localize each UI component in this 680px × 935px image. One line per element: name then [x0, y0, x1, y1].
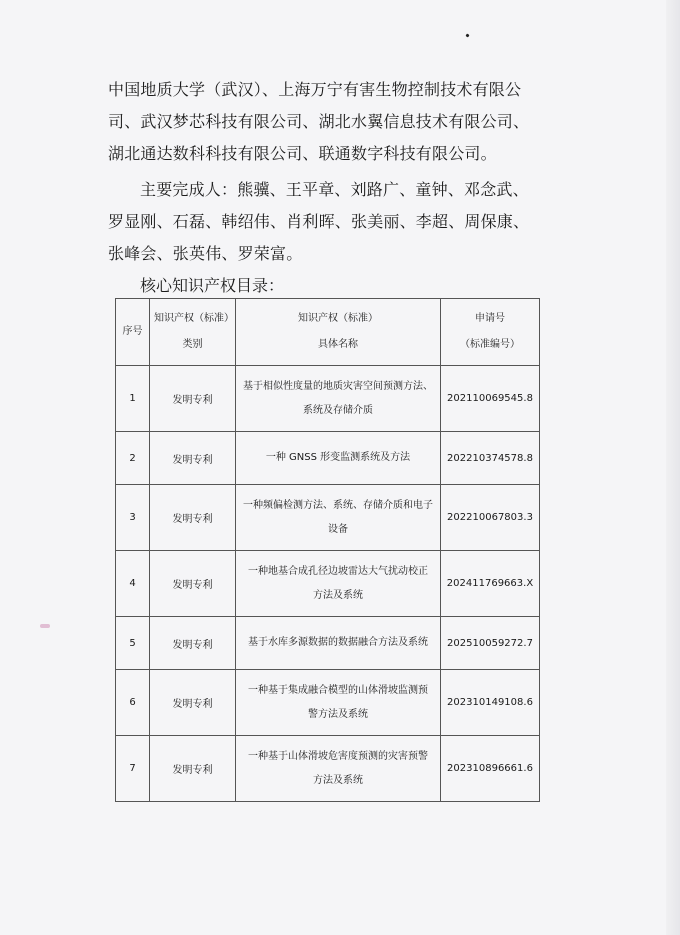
row-type-cell-text: 发明专利: [172, 454, 213, 466]
row-app-cell: [441, 670, 540, 736]
row-app-cell: [441, 485, 540, 551]
row-name-cell: [236, 617, 441, 670]
table-row: [116, 551, 540, 617]
row-name-cell: [236, 551, 441, 617]
row-name-cell-text: 一种地基合成孔径边坡雷达大气扰动校正: [248, 565, 428, 577]
row-no-cell: [116, 551, 150, 617]
row-name-cell-text: 设备: [328, 523, 348, 535]
row-name-cell-text: 一种基于山体滑坡危害度预测的灾害预警: [248, 750, 428, 762]
header-no: [116, 299, 150, 366]
row-type-cell-text: 发明专利: [172, 765, 213, 776]
header-type-line1: 知识产权（标准）: [154, 313, 234, 324]
row-type-cell-text: 发明专利: [172, 580, 213, 591]
row-name-cell-text: 警方法及系统: [308, 708, 368, 720]
row-app-cell: [441, 736, 540, 802]
row-type-cell-text: 发明专利: [172, 699, 213, 710]
ip-catalog-table: [115, 298, 540, 802]
row-name-cell-text: 系统及存储介质: [303, 404, 373, 416]
row-type-cell-text: 发明专利: [172, 514, 213, 525]
header-app: [441, 299, 540, 366]
header-app-line2: （标准编号）: [460, 339, 520, 350]
contributor-line: 张峰会、张英伟、罗荣富。: [108, 244, 303, 263]
row-app-cell-text: 202210374578.8: [447, 452, 533, 464]
row-name-cell-text: 方法及系统: [313, 589, 363, 601]
row-app-cell-text: 202110069545.8: [447, 393, 533, 404]
row-app-cell: [441, 366, 540, 432]
header-name-line1: 知识产权（标准）: [298, 313, 378, 324]
org-line: 司、武汉梦芯科技有限公司、湖北水翼信息技术有限公司、: [108, 112, 530, 131]
ink-stain: [40, 624, 50, 628]
row-type-cell: [150, 485, 236, 551]
row-no-cell-text: 1: [129, 393, 136, 404]
row-name-cell: [236, 670, 441, 736]
row-app-cell-text: 202510059272.7: [447, 637, 533, 649]
table-row: [116, 432, 540, 485]
row-name-cell-text: 方法及系统: [313, 774, 363, 786]
org-line: 湖北通达数科科技有限公司、联通数字科技有限公司。: [108, 144, 497, 163]
row-no-cell: [116, 485, 150, 551]
ip-catalog-heading: 核心知识产权目录：: [140, 276, 285, 295]
organizations-paragraph: [108, 74, 558, 170]
contributor-line: 罗显刚、石磊、韩绍伟、肖利晖、张美丽、李超、周保康、: [108, 212, 530, 231]
row-name-cell: [236, 366, 441, 432]
row-type-cell-text: 发明专利: [172, 639, 213, 651]
header-no-label: 序号: [122, 326, 143, 337]
row-name-cell: [236, 432, 441, 485]
row-no-cell-text: 2: [129, 452, 136, 464]
ink-speck: [465, 33, 469, 37]
row-no-cell-text: 7: [129, 763, 136, 774]
row-no-cell-text: 5: [129, 637, 136, 649]
table-row: [116, 366, 540, 432]
row-app-cell: [441, 551, 540, 617]
row-no-cell: [116, 670, 150, 736]
row-no-cell: [116, 617, 150, 670]
row-no-cell: [116, 366, 150, 432]
contributors-paragraph: [108, 174, 558, 270]
contributor-line: 主要完成人：熊骥、王平章、刘路广、童钟、邓念武、: [140, 180, 529, 199]
header-type-line2: 类别: [182, 339, 203, 350]
header-type: [150, 299, 236, 366]
row-name-cell: [236, 485, 441, 551]
row-app-cell-text: 202210067803.3: [447, 512, 533, 523]
row-type-cell: [150, 736, 236, 802]
row-type-cell: [150, 551, 236, 617]
row-type-cell: [150, 670, 236, 736]
org-line: 中国地质大学（武汉）、上海万宁有害生物控制技术有限公: [108, 80, 522, 99]
row-app-cell: [441, 617, 540, 670]
row-app-cell: [441, 432, 540, 485]
row-name-cell-text: 基于相似性度量的地质灾害空间预测方法、: [243, 380, 433, 392]
row-type-cell-text: 发明专利: [172, 395, 213, 406]
row-app-cell-text: 202310149108.6: [447, 697, 533, 708]
row-type-cell: [150, 617, 236, 670]
table-row: [116, 485, 540, 551]
row-no-cell: [116, 432, 150, 485]
row-name-cell: [236, 736, 441, 802]
table-row: [116, 670, 540, 736]
row-app-cell-text: 202411769663.X: [446, 578, 534, 589]
header-name-line2: 具体名称: [318, 339, 358, 350]
table-header-row: [116, 299, 540, 366]
row-no-cell-text: 6: [129, 697, 136, 708]
header-app-line1: 申请号: [475, 313, 505, 324]
header-name: [236, 299, 441, 366]
row-name-cell-text: 一种频偏检测方法、系统、存储介质和电子: [243, 499, 433, 511]
row-type-cell: [150, 366, 236, 432]
row-name-cell-text: 基于水库多源数据的数据融合方法及系统: [248, 637, 428, 648]
page-edge-shadow: [666, 0, 680, 935]
row-name-cell-text: 一种 GNSS 形变监测系统及方法: [265, 452, 411, 463]
row-name-cell-text: 一种基于集成融合模型的山体滑坡监测预: [248, 684, 428, 696]
row-no-cell-text: 3: [129, 512, 136, 523]
row-no-cell: [116, 736, 150, 802]
row-no-cell-text: 4: [129, 578, 136, 589]
row-type-cell: [150, 432, 236, 485]
table-row: [116, 736, 540, 802]
table-row: [116, 617, 540, 670]
row-app-cell-text: 202310896661.6: [447, 763, 533, 774]
